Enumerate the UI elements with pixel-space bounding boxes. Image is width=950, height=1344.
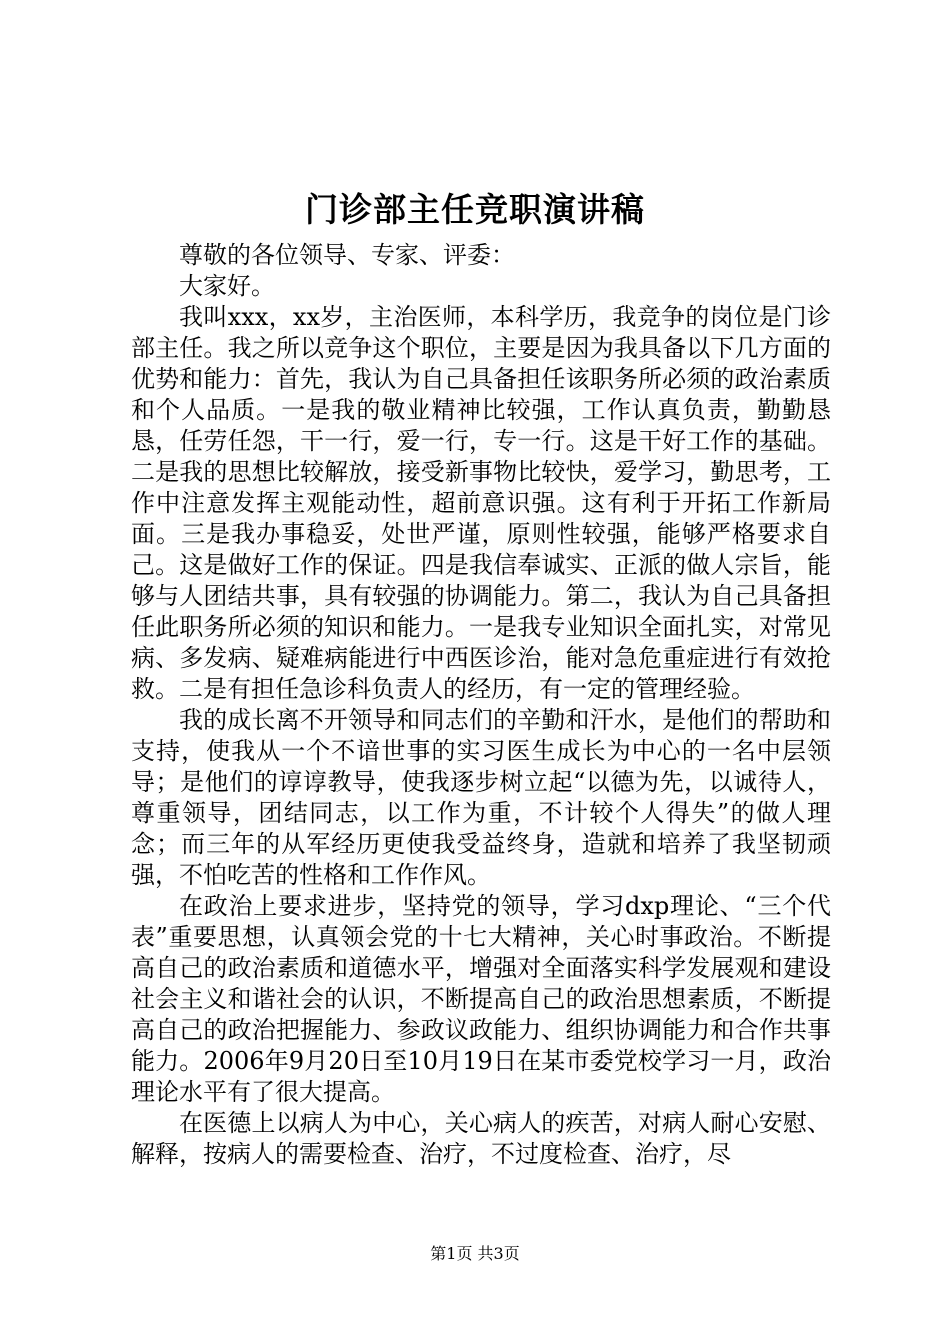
page-footer: 第1页 共3页 bbox=[430, 1244, 520, 1263]
greeting: 大家好。 bbox=[179, 272, 275, 300]
paragraph: 我的成长离不开领导和同志们的辛勤和汗水，是他们的帮助和支持，使我从一个不谙世事的实习医生成长为中心的一名中层领导；是他们的谆谆教导，使我逐步树立起“以德为先，以诚待人，尊重领导，团结同志，以工作为重，不计较个人得失”的做人理念；而三年的从军经历更使我受益终身，造就和培养了我坚韧顽强，不怕吃苦的性格和工作作风。 bbox=[131, 706, 831, 889]
paragraph: 在医德上以病人为中心，关心病人的疾苦，对病人耐心安慰、解释，按病人的需要检查、治疗，不过度检查、治疗，尽 bbox=[131, 1109, 831, 1168]
paragraph: 在政治上要求进步，坚持党的领导，学习dxp理论、“三个代表”重要思想，认真领会党的十七大精神，关心时事政治。不断提高自己的政治素质和道德水平，增强对全面落实科学发展观和建设社会主义和谐社会的认识，不断提高自己的政治思想素质，不断提高自己的政治把握能力、参政议政能力、组织协调能力和合作共事能力。2006年9月20日至10月19日在某市委党校学习一月，政治理论水平有了很大提高。 bbox=[131, 892, 831, 1106]
document-body bbox=[131, 240, 831, 1170]
paragraph: 我叫xxx，xx岁，主治医师，本科学历，我竞争的岗位是门诊部主任。我之所以竞争这个职位，主要是因为我具备以下几方面的优势和能力：首先，我认为自己具备担任该职务所必须的政治素质和个人品质。一是我的敬业精神比较强，工作认真负责，勤勤恳恳，任劳任怨，干一行，爱一行，专一行。这是干好工作的基础。二是我的思想比较解放，接受新事物比较快，爱学习，勤思考，工作中注意发挥主观能动性，超前意识强。这有利于开拓工作新局面。三是我办事稳妥，处世严谨，原则性较强，能够严格要求自己。这是做好工作的保证。四是我信奉诚实、正派的做人宗旨，能够与人团结共事，具有较强的协调能力。第二，我认为自己具备担任此职务所必须的知识和能力。一是我专业知识全面扎实，对常见病、多发病、疑难病能进行中西医诊治，能对急危重症进行有效抢救。二是有担任急诊科负责人的经历，有一定的管理经验。 bbox=[131, 303, 831, 703]
document-title: 门诊部主任竞职演讲稿 bbox=[305, 190, 645, 229]
salutation: 尊敬的各位领导、专家、评委： bbox=[179, 241, 515, 269]
